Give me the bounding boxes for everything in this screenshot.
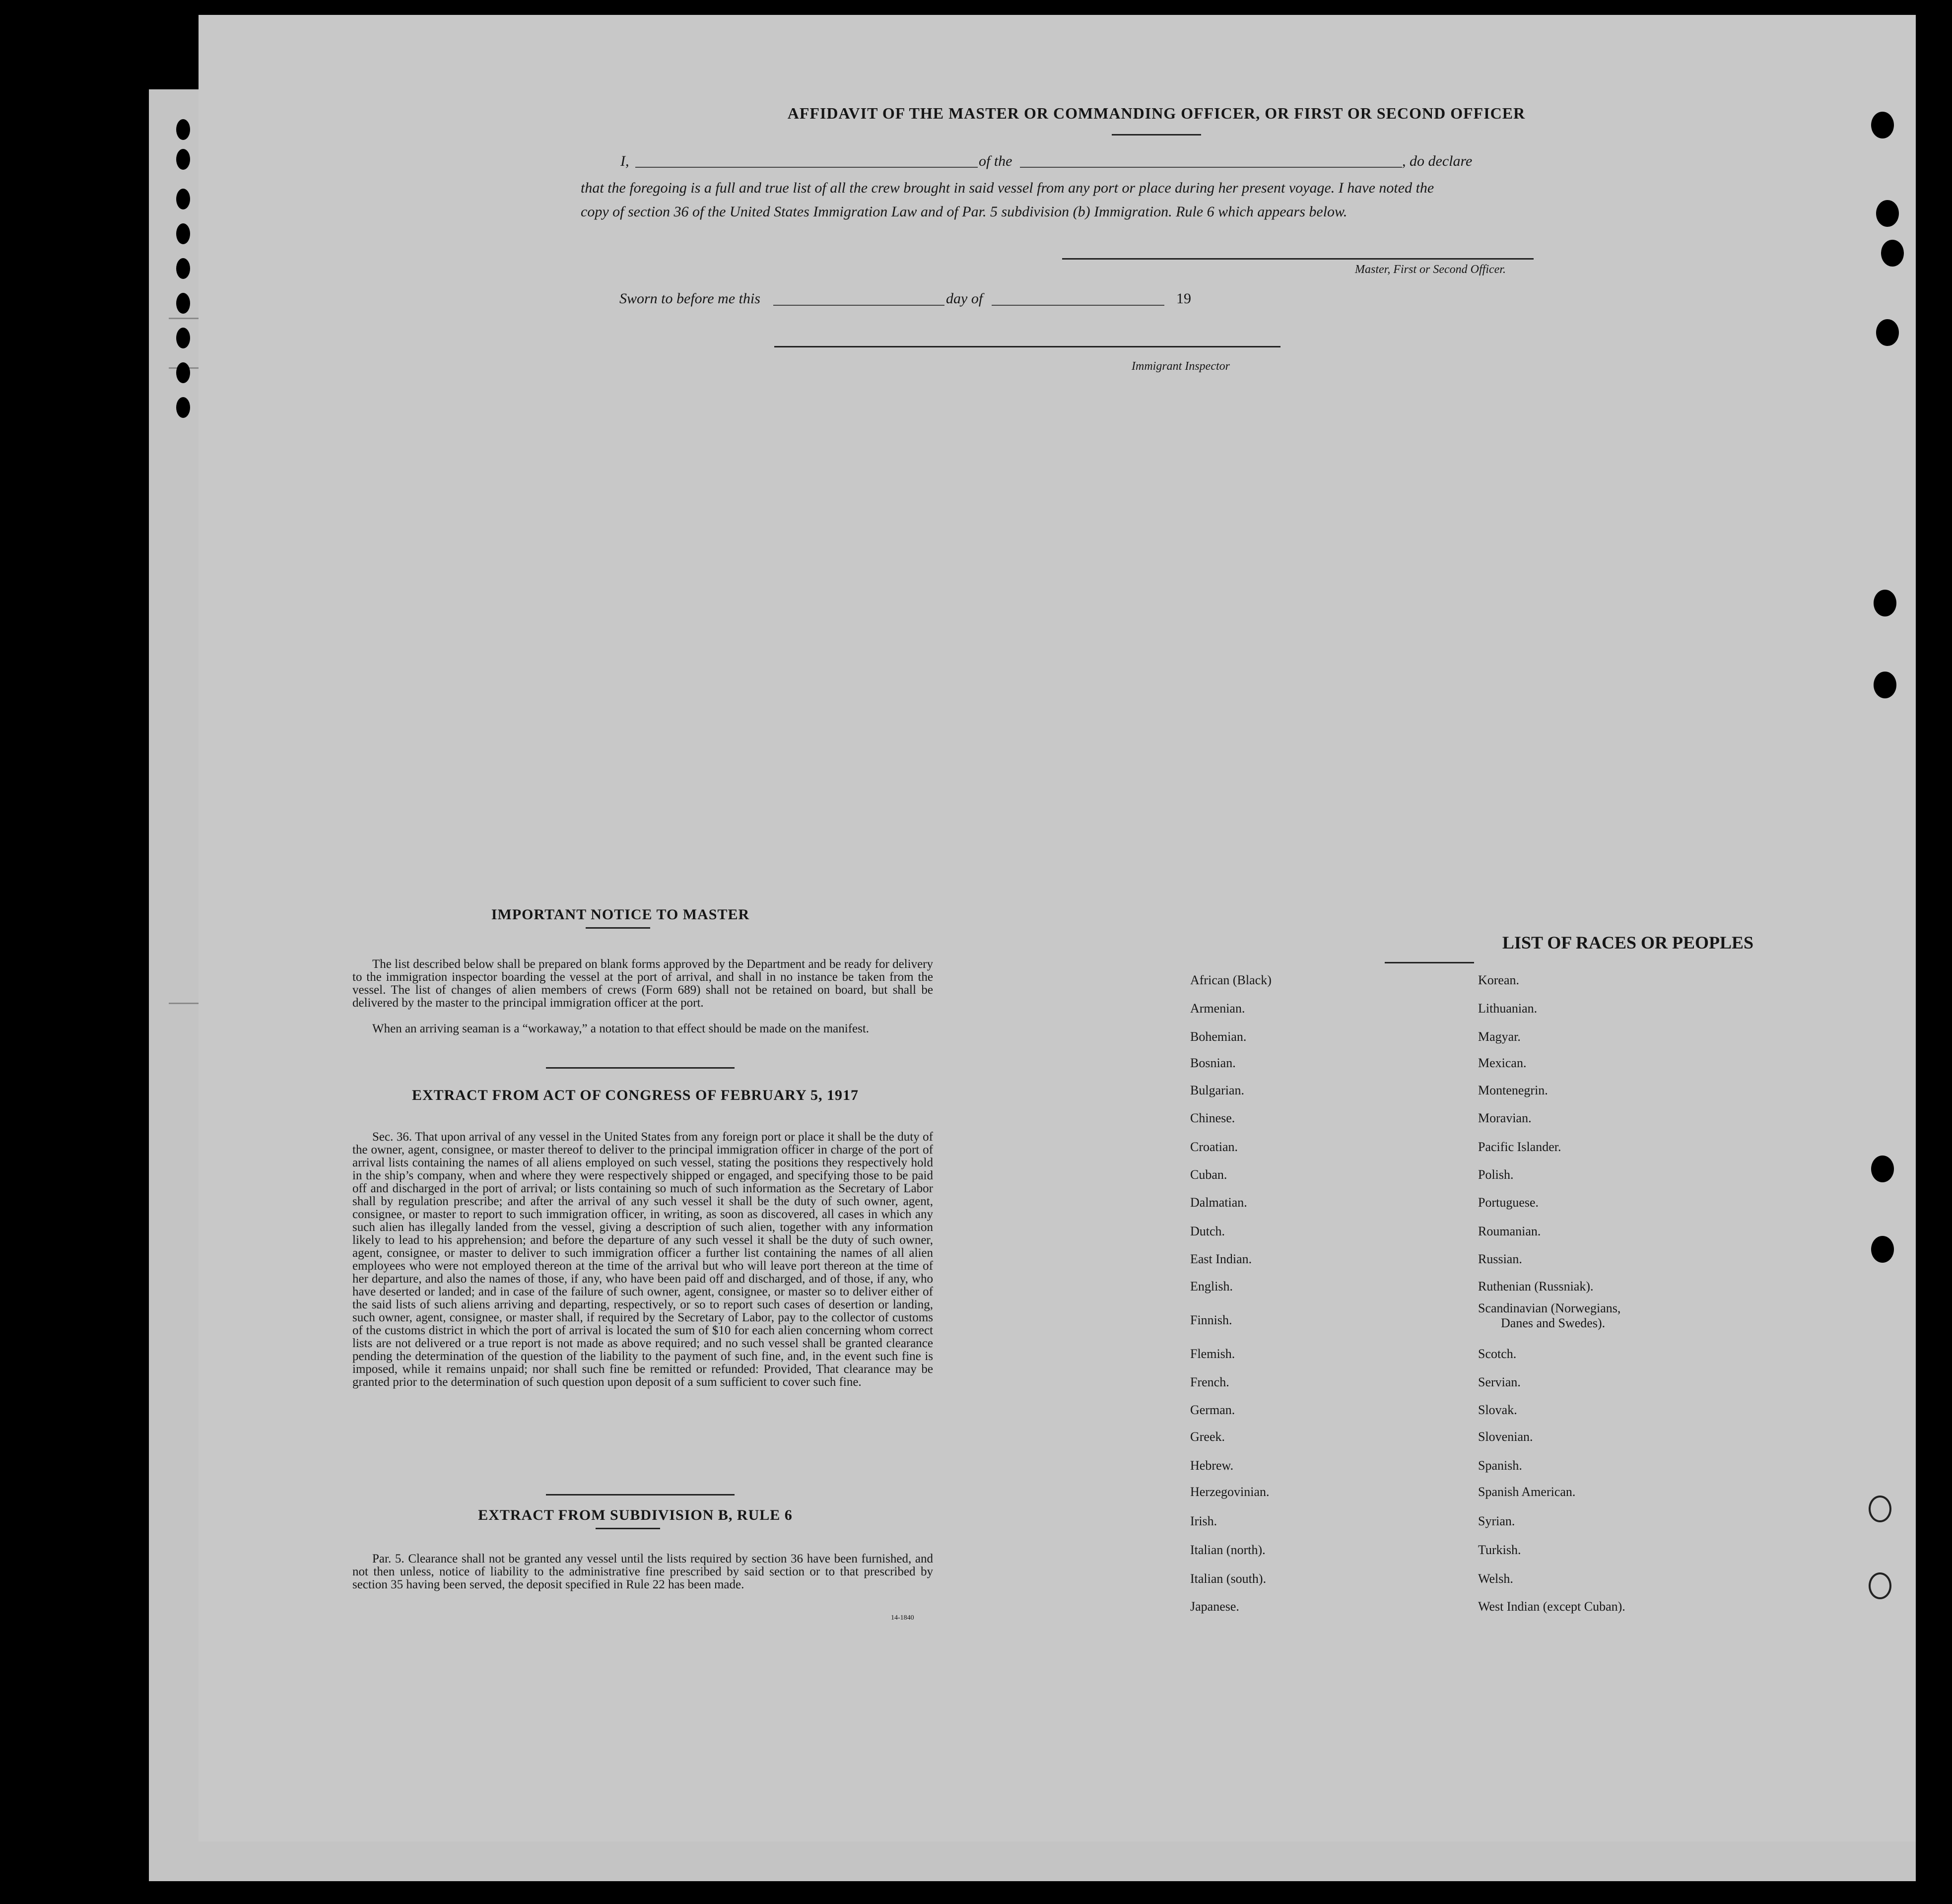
race-item: Irish. xyxy=(1190,1514,1217,1528)
punch-hole xyxy=(1874,672,1896,698)
race-item: Spanish American. xyxy=(1478,1485,1576,1499)
race-item: Flemish. xyxy=(1190,1347,1235,1361)
punch-hole xyxy=(176,149,190,170)
punch-hole xyxy=(176,362,190,383)
race-item: Mexican. xyxy=(1478,1056,1527,1070)
race-item: Italian (south). xyxy=(1190,1571,1267,1586)
punch-hole xyxy=(176,258,190,279)
race-item: Croatian. xyxy=(1190,1140,1238,1154)
punch-hole xyxy=(176,119,190,140)
affidavit-title: AFFIDAVIT OF THE MASTER OR COMMANDING OFFICER, OR FIRST OR SECOND OFFICER xyxy=(787,104,1526,122)
race-item: Chinese. xyxy=(1190,1111,1235,1125)
extract-rule-paragraph: Par. 5. Clearance shall not be granted any vessel until the lists required by section 36 have been furnished, and not then unless, notice of liability to the administrative fine prescribed by said section or to that prescribed by section 35 having been served, the deposit specified in Rule 22 has been made. xyxy=(352,1552,933,1591)
race-item: Italian (north). xyxy=(1190,1543,1266,1557)
affidavit-do-declare-label: , do declare xyxy=(1402,153,1473,169)
sworn-day-blank[interactable] xyxy=(773,305,944,306)
form-page xyxy=(199,15,1916,1841)
race-item: Turkish. xyxy=(1478,1543,1521,1557)
sworn-label: Sworn to before me this xyxy=(619,290,760,307)
affidavit-line-2: that the foregoing is a full and true list of all the crew brought in said vessel from any port or place during her present voyage. I have noted the xyxy=(581,180,1434,196)
section-rule xyxy=(546,1494,735,1496)
races-rule xyxy=(1385,962,1474,963)
race-item: Scotch. xyxy=(1478,1347,1517,1361)
race-item: East Indian. xyxy=(1190,1252,1252,1266)
sworn-month-blank[interactable] xyxy=(992,305,1164,306)
extract-act-paragraph: Sec. 36. That upon arrival of any vessel in the United States from any foreign port or place it shall be the duty of the owner, agent, consignee, or master thereof to deliver to the principal immigration officer in charge of the port of arrival lists containing the names of all aliens employed on such vessel, stating the positions they respectively hold in the ship’s company, when and where they were respectively shipped or engaged, and specifying those to be paid off and discharged in the port of arrival; or lists containing so much of such information as the Secretary of Labor shall by regulation prescribe; and after the arrival of any such vessel it shall be the duty of such owner, agent, consignee, or master to report to such immigration officer, in writing, as soon as discovered, all cases in which any such alien has illegally landed from the vessel, giving a description of such alien, together with any information likely to lead to his apprehension; and before the departure of any such vessel it shall be the duty of such owner, agent, consignee, or master to deliver to such immigration officer a further list containing the names of all alien employees who were not employed thereon at the time of the arrival but who will leave port thereon at the time of her departure, and also the names of those, if any, who have been paid off and discharged, and of those, if any, who have deserted or landed; and in case of the failure of such owner, agent, consignee, or master so to deliver either of the said lists of such aliens arriving and departing, respectively, or so to report such cases of desertion or landing, such owner, agent, consignee, or master shall, if required by the Secretary of Labor, pay to the collector of customs of the customs district in which the port of arrival is located the sum of $10 for each alien concerning whom correct lists are not delivered or a true report is not made as above required; and no such vessel shall be granted clearance pending the determination of the question of the liability to the payment of such fine, and, in the event such fine is imposed, while it remains unpaid; nor shall such fine be remitted or refunded: Provided, That clearance may be granted prior to the determination of such question upon deposit of a sum sufficient to cover such fine. xyxy=(352,1130,933,1389)
punch-hole xyxy=(176,293,190,314)
punch-hole xyxy=(176,223,190,244)
race-item: Slovenian. xyxy=(1478,1429,1533,1444)
reinforcement-ring xyxy=(1869,1572,1891,1599)
race-item: Korean. xyxy=(1478,973,1520,987)
name-blank[interactable] xyxy=(635,167,978,168)
race-item: French. xyxy=(1190,1375,1229,1389)
reinforcement-ring xyxy=(1869,1496,1891,1522)
race-item: Finnish. xyxy=(1190,1313,1232,1327)
notice-title: IMPORTANT NOTICE TO MASTER xyxy=(491,906,750,923)
punch-hole xyxy=(1881,240,1904,267)
affidavit-of-the-label: of the xyxy=(979,153,1012,169)
race-item: Greek. xyxy=(1190,1429,1225,1444)
race-item: Russian. xyxy=(1478,1252,1522,1266)
race-item: Cuban. xyxy=(1190,1167,1227,1182)
race-item: German. xyxy=(1190,1403,1235,1417)
race-item: Dalmatian. xyxy=(1190,1195,1247,1210)
punch-hole xyxy=(1871,1236,1894,1263)
races-title: LIST OF RACES OR PEOPLES xyxy=(1502,933,1754,952)
master-caption: Master, First or Second Officer. xyxy=(1355,263,1506,276)
sworn-year-label: 19 xyxy=(1176,290,1191,307)
race-item: Slovak. xyxy=(1478,1403,1517,1417)
inspector-caption: Immigrant Inspector xyxy=(1132,360,1230,373)
inspector-signature-line[interactable] xyxy=(774,346,1280,347)
notice-rule xyxy=(586,927,650,929)
race-item: Spanish. xyxy=(1478,1458,1522,1473)
race-item: Pacific Islander. xyxy=(1478,1140,1561,1154)
race-item: Scandinavian (Norwegians, xyxy=(1478,1301,1621,1315)
punch-hole xyxy=(176,397,190,418)
master-signature-line[interactable] xyxy=(1062,258,1534,260)
race-item: Lithuanian. xyxy=(1478,1001,1538,1016)
race-item: Bohemian. xyxy=(1190,1029,1247,1044)
notice-paragraph-2: When an arriving seaman is a “workaway,” a notation to that effect should be made on the manifest. xyxy=(372,1022,870,1035)
race-item: West Indian (except Cuban). xyxy=(1478,1599,1625,1614)
affidavit-line-3: copy of section 36 of the United States Immigration Law and of Par. 5 subdivision (b) Immigration. Rule 6 which appears below. xyxy=(581,204,1347,220)
race-item: Roumanian. xyxy=(1478,1224,1541,1238)
race-item: Armenian. xyxy=(1190,1001,1245,1016)
race-item-continued: Danes and Swedes). xyxy=(1501,1316,1606,1330)
race-item: Moravian. xyxy=(1478,1111,1532,1125)
race-item: Welsh. xyxy=(1478,1571,1513,1586)
notice-paragraph-1: The list described below shall be prepared on blank forms approved by the Department and be ready for delivery to the immigration inspector boarding the vessel at the port of arrival, and shall in no instance be taken from the vessel. The list of changes of alien members of crews (Form 689) shall not be retained on board, but shall be delivered by the master to the principal immigration officer at the port. xyxy=(352,957,933,1010)
race-item: Magyar. xyxy=(1478,1029,1521,1044)
race-item: Hebrew. xyxy=(1190,1458,1234,1473)
race-item: Dutch. xyxy=(1190,1224,1225,1238)
race-item: Bulgarian. xyxy=(1190,1083,1245,1097)
punch-hole xyxy=(1876,319,1899,346)
race-item: Polish. xyxy=(1478,1167,1514,1182)
race-item: Bosnian. xyxy=(1190,1056,1236,1070)
race-item: Herzegovinian. xyxy=(1190,1485,1270,1499)
title-rule xyxy=(1112,134,1201,136)
race-item: Servian. xyxy=(1478,1375,1521,1389)
race-item: English. xyxy=(1190,1279,1233,1293)
punch-hole xyxy=(1871,1156,1894,1182)
extract-act-title: EXTRACT FROM ACT OF CONGRESS OF FEBRUARY 5, 1917 xyxy=(411,1087,859,1103)
punch-hole xyxy=(1871,112,1894,138)
race-item: Portuguese. xyxy=(1478,1195,1539,1210)
race-item: Ruthenian (Russniak). xyxy=(1478,1279,1594,1293)
sworn-day-of-label: day of xyxy=(946,290,983,307)
punch-hole xyxy=(176,328,190,348)
race-item: Japanese. xyxy=(1190,1599,1239,1614)
punch-hole xyxy=(1874,590,1896,616)
punch-hole xyxy=(176,189,190,209)
rule-rule xyxy=(596,1528,660,1529)
extract-rule-title: EXTRACT FROM SUBDIVISION B, RULE 6 xyxy=(478,1507,793,1523)
affidavit-i-label: I, xyxy=(620,153,629,169)
punch-hole xyxy=(1876,200,1899,227)
race-item: Syrian. xyxy=(1478,1514,1515,1528)
form-number: 14-1840 xyxy=(891,1614,914,1622)
section-rule xyxy=(546,1067,735,1069)
vessel-blank[interactable] xyxy=(1020,167,1402,168)
race-item: Montenegrin. xyxy=(1478,1083,1548,1097)
race-item: African (Black) xyxy=(1190,973,1272,987)
